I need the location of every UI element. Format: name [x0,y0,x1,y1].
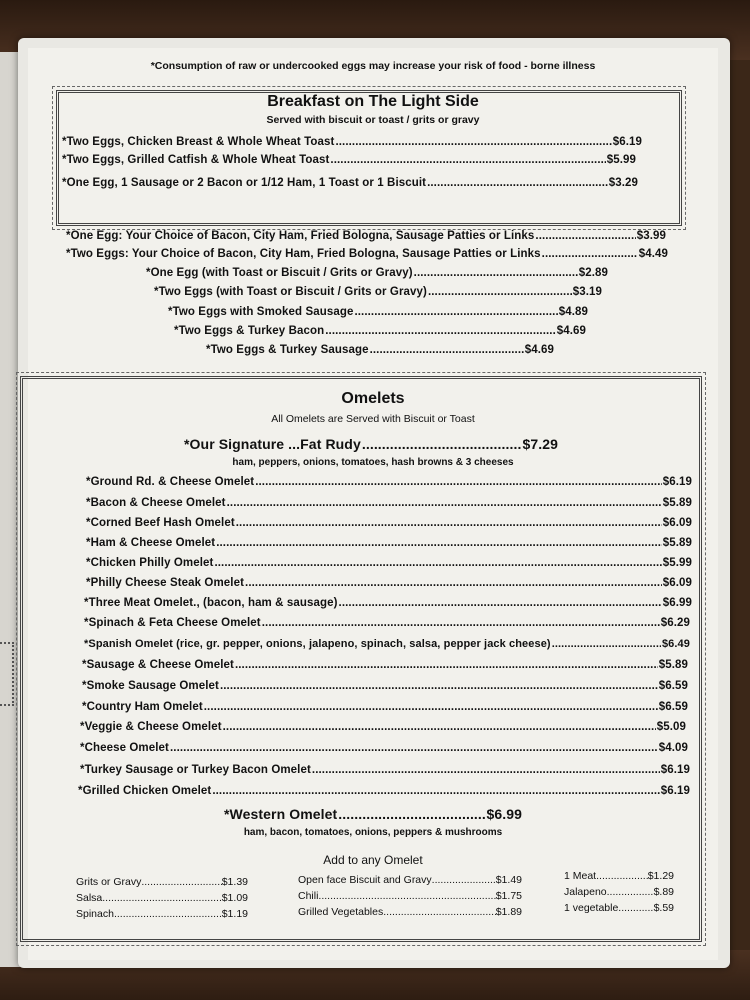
western-description: ham, bacon, tomatoes, onions, peppers & mushrooms [243,827,503,838]
list-item: *Turkey Sausage or Turkey Bacon Omelet ..... $6.19 [80,764,690,776]
list-item: *One Egg, 1 Sausage or 2 Bacon or 1/12 Ham, 1 Toast or 1 Biscuit ..... $3.29 [62,177,638,189]
list-item: *One Egg: Your Choice of Bacon, City Ham, Fried Bologna, Sausage Patties or Links ..... $3.99 [66,230,666,242]
list-item: *Two Eggs with Smoked Sausage ..... $4.89 [168,306,588,318]
list-item: *Two Eggs, Grilled Catfish & Whole Wheat Toast ..... $5.99 [62,154,636,166]
list-item: *Two Eggs & Turkey Sausage ..... $4.69 [206,344,554,356]
addon-item: Jalapeno ..... $.89 [564,886,674,898]
list-item: *Two Eggs: Your Choice of Bacon, City Ham, Fried Bologna, Sausage Patties or Links ..... $4.49 [66,248,668,260]
list-item: *Two Eggs, Chicken Breast & Whole Wheat Toast ..... $6.19 [62,136,642,148]
left-page-border [0,642,14,706]
addon-item: 1 Meat ..... $1.29 [564,870,674,882]
menu-page [28,48,718,960]
list-item: *Corned Beef Hash Omelet ..... $6.09 [86,517,692,529]
list-item: *Sausage & Cheese Omelet ..... $5.89 [82,659,688,671]
light-side-title: Breakfast on The Light Side [267,93,479,110]
signature-description: ham, peppers, onions, tomatoes, hash browns & 3 cheeses [232,457,514,468]
list-item: *Three Meat Omelet., (bacon, ham & sausage) ..... $6.99 [84,597,692,609]
list-item: *Two Eggs & Turkey Bacon ..... $4.69 [174,325,586,337]
list-item: *Chicken Philly Omelet ..... $5.99 [86,557,692,569]
list-item: *Ground Rd. & Cheese Omelet ..... $6.19 [86,476,692,488]
addon-item: Salsa ..... $1.09 [76,892,248,904]
list-item: *Ham & Cheese Omelet ..... $5.89 [86,537,692,549]
addon-item: Grilled Vegetables ..... $1.89 [298,906,522,918]
list-item: *Smoke Sausage Omelet ..... $6.59 [82,680,688,692]
list-item: *Spanish Omelet (rice, gr. pepper, onions, jalapeno, spinach, salsa, pepper jack cheese) ..... $6.49 [84,638,690,650]
addon-item: Spinach ..... $1.19 [76,908,248,920]
list-item: *Spinach & Feta Cheese Omelet ..... $6.29 [84,617,690,629]
list-item: *Veggie & Cheese Omelet ..... $5.09 [80,721,686,733]
list-item: *Bacon & Cheese Omelet ..... $5.89 [86,497,692,509]
addon-item: Open face Biscuit and Gravy ..... $1.49 [298,874,522,886]
addons-title: Add to any Omelet [323,853,423,867]
signature-omelet: *Our Signature ...Fat Rudy ..... $7.29 [184,436,558,452]
list-item: *Two Eggs (with Toast or Biscuit / Grits or Gravy) ..... $3.19 [154,286,602,298]
addon-item: Chili ..... $1.75 [298,890,522,902]
addon-item: 1 vegetable ..... $.59 [564,902,674,914]
list-item: *Cheese Omelet ..... $4.09 [80,742,688,754]
egg-warning: *Consumption of raw or undercooked eggs may increase your risk of food - borne illness [150,60,596,72]
list-item: *One Egg (with Toast or Biscuit / Grits or Gravy) ..... $2.89 [146,267,608,279]
light-side-subtitle: Served with biscuit or toast / grits or gravy [266,114,480,126]
western-omelet: *Western Omelet ..... $6.99 [224,806,522,822]
list-item: *Country Ham Omelet ..... $6.59 [82,701,688,713]
addon-item: Grits or Gravy ..... $1.39 [76,876,248,888]
omelets-title: Omelets [341,390,405,407]
omelets-subtitle: All Omelets are Served with Biscuit or Toast [271,413,475,425]
list-item: *Philly Cheese Steak Omelet ..... $6.09 [86,577,692,589]
list-item: *Grilled Chicken Omelet ..... $6.19 [78,785,690,797]
